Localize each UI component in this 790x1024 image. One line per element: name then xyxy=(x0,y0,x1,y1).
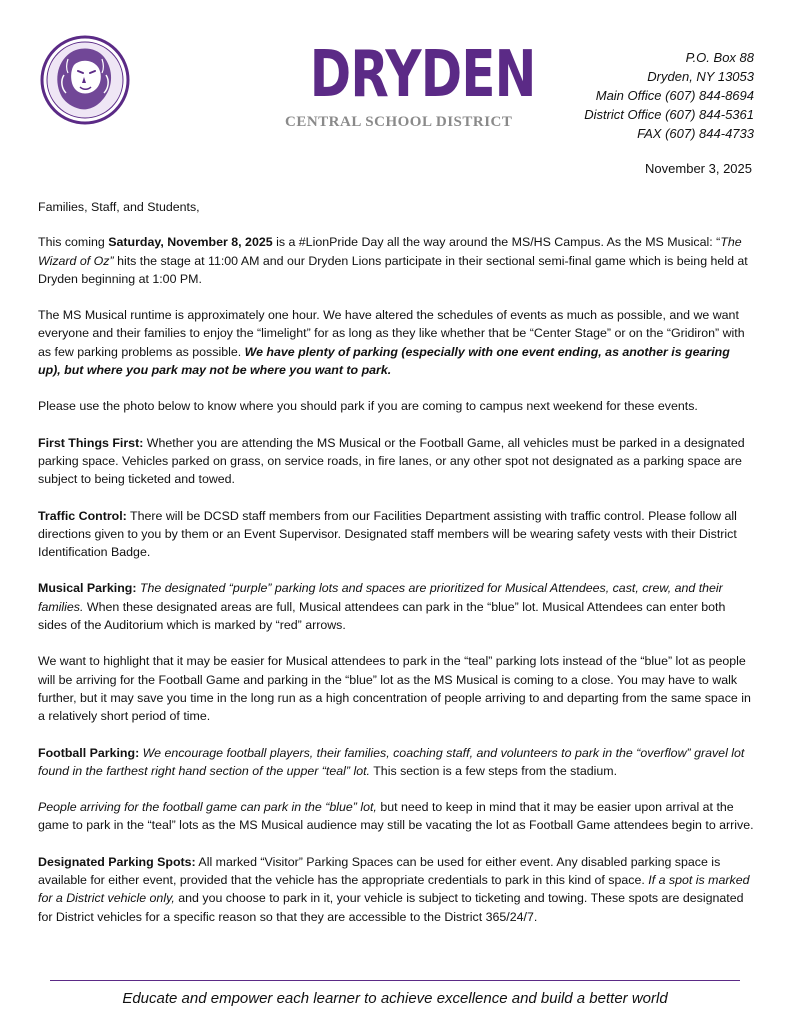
paragraph-traffic-control xyxy=(38,507,754,562)
address-line: FAX (607) 844-4733 xyxy=(637,126,754,141)
footer-divider xyxy=(50,980,740,981)
paragraph-musical-parking xyxy=(38,579,754,634)
section-label: Football Parking: xyxy=(38,745,140,760)
district-address xyxy=(584,48,754,143)
section-label: Traffic Control: xyxy=(38,508,127,523)
text: All marked “Visitor” Parking Spaces can be used for either event. Any disabled parking space is available for either event, provided that the vehicle has the appropriate credentials to park in this kind of space. xyxy=(38,854,721,888)
address-line: District Office (607) 844-5361 xyxy=(584,107,754,122)
brand-name: DRYDEN xyxy=(309,38,536,112)
paragraph-intro xyxy=(38,233,754,288)
text: is a #LionPride Day all the way around the MS/HS Campus. As the MS Musical: “ xyxy=(272,235,721,250)
text: but need to keep in mind that it may be easier upon arrival at the game to park in the “teal” lots as the MS Musical audience may still be vacating the lot as Football Game attendees begin to arrive. xyxy=(38,800,754,833)
paragraph-football-parking xyxy=(38,744,754,781)
greeting: Families, Staff, and Students, xyxy=(38,200,200,214)
emphasis: People arriving for the football game can park in the “blue” lot, xyxy=(38,800,377,815)
paragraph-first-things xyxy=(38,434,754,489)
text: hits the stage at 11:00 AM and our Dryden Lions participate in their sectional semi-final game which is being held at Dryden beginning at 1:00 PM. xyxy=(38,253,748,286)
letter-date: November 3, 2025 xyxy=(645,161,752,176)
footer-tagline: Educate and empower each learner to achieve excellence and build a better world xyxy=(122,990,668,1007)
text: Whether you are attending the MS Musical or the Football Game, all vehicles must be parked in a designated parking space. Vehicles parked on grass, on service roads, in fire lanes, or any other spot not designated as a parking space are subject to being ticketed and towed. xyxy=(38,435,745,487)
musical-title: The Wizard of Oz” xyxy=(38,235,742,268)
text: There will be DCSD staff members from our Facilities Department assisting with traffic control. Please follow all directions given to you by them or an Event Supervisor. Designated staff members will be wearing safety vests with their District Identification Badge. xyxy=(38,508,737,560)
paragraph-designated-spots xyxy=(38,853,754,926)
paragraph-runtime xyxy=(38,306,754,379)
paragraph-football-blue-lot xyxy=(38,798,754,835)
lion-logo-icon xyxy=(40,35,130,125)
address-line: P.O. Box 88 xyxy=(685,50,754,65)
emphasis: If a spot is marked for a District vehicle only, xyxy=(38,873,750,906)
text: When these designated areas are full, Musical attendees can park in the “blue” lot. Musical Attendees can enter both sides of the Auditorium which is marked by “red” arrows. xyxy=(38,599,726,633)
text: and you choose to park in it, your vehicle is subject to ticketing and towing. These spots are designated for District vehicles for a specific reason so that they are accessible to the District 365/24/7. xyxy=(38,891,744,924)
text: This section is a few steps from the stadium. xyxy=(370,763,618,778)
section-label: Musical Parking: xyxy=(38,581,137,596)
emphasis: We encourage football players, their families, coaching staff, and volunteers to park in the “overflow” gravel lot found in the farthest right hand section of the upper “teal” lot. xyxy=(38,745,745,778)
brand-subtitle: CENTRAL SCHOOL DISTRICT xyxy=(285,114,513,130)
address-line: Main Office (607) 844-8694 xyxy=(595,88,754,103)
paragraph-photo-note: Please use the photo below to know where you should park if you are coming to campus next weekend for these events. xyxy=(38,399,698,414)
section-label: First Things First: xyxy=(38,435,144,450)
text: This coming xyxy=(38,235,109,250)
emphasis: We have plenty of parking (especially with one event ending, as another is gearing up), but where you park may not be where you want to park. xyxy=(38,344,730,378)
emphasis: The designated “purple” parking lots and spaces are prioritized for Musical Attendees, cast, crew, and their families. xyxy=(38,581,723,614)
event-date: Saturday, November 8, 2025 xyxy=(108,235,273,250)
text: The MS Musical runtime is approximately one hour. We have altered the schedules of events as much as possible, and we want everyone and their families to enjoy the “limelight” for as long as they like whether that be “Center Stage” or on the “Gridiron” with as few parking problems as possible. xyxy=(38,308,745,359)
letter-body xyxy=(38,198,754,944)
address-line: Dryden, NY 13053 xyxy=(647,69,754,84)
district-brand xyxy=(285,38,536,131)
section-label: Designated Parking Spots: xyxy=(38,854,196,869)
paragraph-teal-lots: We want to highlight that it may be easier for Musical attendees to park in the “teal” parking lots instead of the “blue” lot as people will be arriving for the Football Game and parking in the “blue” lot as the MS Musical is coming to a close. You may have to walk further, but it may save you time in the long run as a high concentration of people arriving to and departing from the same space in a relatively short period of time. xyxy=(38,654,751,724)
